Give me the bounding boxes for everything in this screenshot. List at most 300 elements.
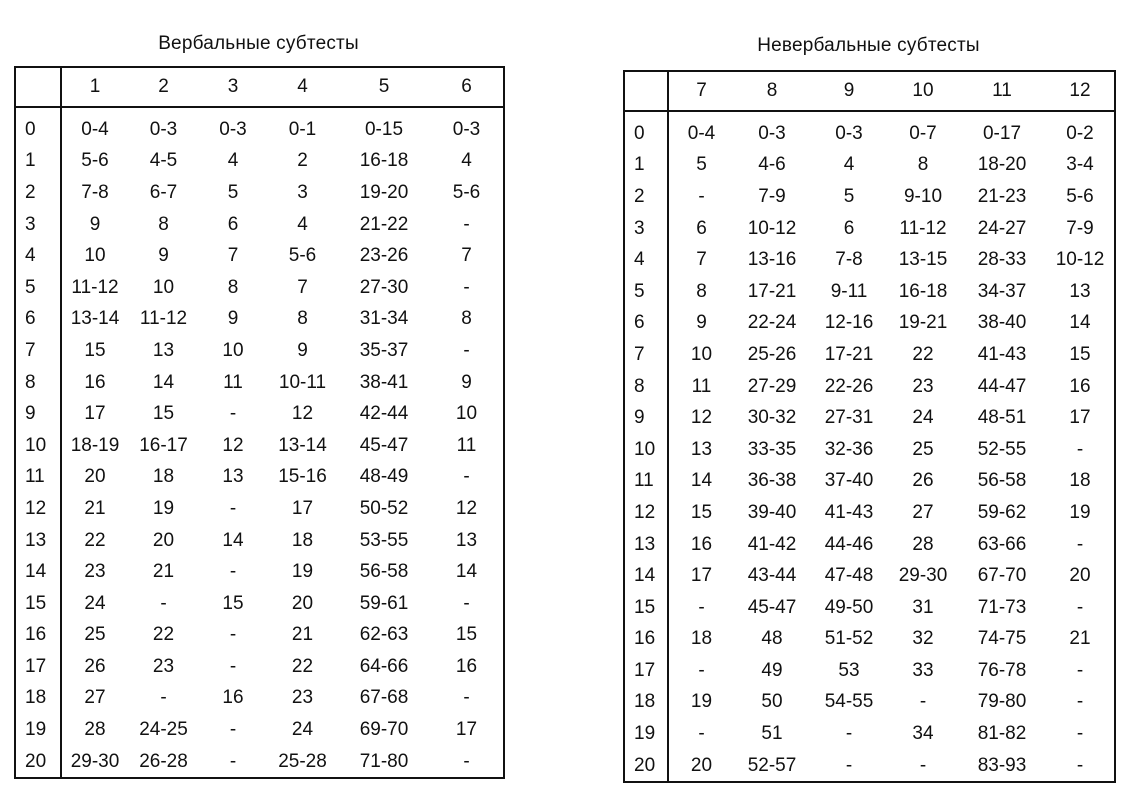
table-row (624, 624, 1115, 656)
table-cell: 7-9 (1066, 217, 1094, 239)
row-label: 4 (15, 240, 61, 272)
table-cell: 11-12 (899, 217, 947, 239)
table-cell: 38-41 (359, 371, 409, 393)
table-cell: 33 (912, 659, 934, 681)
table-cell: 25 (84, 624, 106, 646)
table-cell: - (1076, 533, 1084, 555)
table-cell: 10 (222, 339, 244, 361)
table-cell: - (463, 592, 470, 614)
table-row (624, 181, 1115, 213)
table-cell: - (1076, 596, 1084, 618)
table-cell: 12 (690, 407, 713, 429)
row-label: 17 (624, 655, 668, 687)
table-cell: 4 (227, 150, 239, 172)
row-label: 15 (15, 588, 61, 620)
row-label: 16 (624, 624, 668, 656)
row-label: 5 (624, 276, 668, 308)
row-label: 7 (15, 335, 61, 367)
table-cell: 7-9 (758, 185, 786, 207)
table-header-row (624, 71, 1115, 111)
table-cell: 79-80 (977, 691, 1027, 713)
table-cell: 34-37 (977, 280, 1027, 302)
table-cell: 7-8 (835, 249, 863, 271)
table-cell: 9-11 (830, 280, 868, 302)
table-cell: 0-1 (288, 118, 317, 140)
table-cell: 17 (291, 497, 314, 519)
table-cell: 52-55 (977, 438, 1027, 460)
table-cell: 14 (1069, 312, 1091, 334)
table-cell: 28 (912, 533, 934, 555)
table-cell: 13 (690, 438, 713, 460)
table-cell: 52-57 (747, 754, 797, 776)
table-cell: 67-70 (977, 565, 1027, 587)
table-cell: 0-3 (149, 118, 178, 140)
table-cell: 16 (1069, 375, 1091, 397)
row-label: 19 (15, 714, 61, 746)
row-label: 6 (624, 308, 668, 340)
table-row (624, 718, 1115, 750)
table-row (624, 339, 1115, 371)
verbal-subtests-table (14, 66, 505, 779)
table-cell: 7 (297, 276, 308, 298)
table-cell: 9 (461, 371, 472, 393)
table-cell: 20 (84, 466, 106, 488)
table-row (624, 308, 1115, 340)
row-label: 1 (624, 150, 668, 182)
table-row (15, 714, 504, 746)
table-cell: 41-42 (747, 533, 797, 555)
table-cell: 25-26 (747, 343, 797, 365)
table-cell: 7 (696, 249, 707, 271)
table-cell: 35-37 (359, 339, 409, 361)
row-label: 14 (624, 560, 668, 592)
table-cell: 3-4 (1066, 154, 1094, 176)
row-label: 3 (15, 209, 61, 241)
table-cell: - (698, 185, 705, 207)
table-cell: 16 (455, 655, 478, 677)
table-cell: 22 (912, 343, 934, 365)
table-row (15, 620, 504, 652)
nonverbal-subtests-table (623, 70, 1116, 783)
table-cell: - (229, 403, 237, 425)
table-cell: 32 (912, 628, 934, 650)
table-cell: 0-3 (452, 118, 481, 140)
table-cell: 19 (152, 497, 175, 519)
table-cell: 15 (455, 624, 478, 646)
column-header: 6 (430, 67, 504, 107)
table-cell: 59-61 (359, 592, 409, 614)
column-header: 12 (1046, 71, 1115, 111)
table-cell: 20 (690, 754, 713, 776)
table-cell: 44-46 (824, 533, 874, 555)
table-cell: 23 (84, 561, 106, 583)
table-row (15, 588, 504, 620)
row-label: 5 (15, 272, 61, 304)
row-label: 11 (624, 466, 668, 498)
table-row (624, 687, 1115, 719)
row-label: 8 (624, 371, 668, 403)
row-label: 20 (624, 750, 668, 783)
table-cell: 11-12 (71, 276, 119, 298)
table-cell: 0-7 (909, 122, 937, 144)
table-cell: 10-12 (747, 217, 797, 239)
column-header: 7 (668, 71, 734, 111)
table-cell: 26-28 (139, 750, 188, 772)
row-label: 18 (624, 687, 668, 719)
table-cell: 56-58 (977, 470, 1027, 492)
table-row (15, 398, 504, 430)
table-cell: 4-5 (149, 150, 178, 172)
table-cell: 5 (843, 185, 855, 207)
table-cell: - (698, 659, 705, 681)
table-cell: 53 (838, 659, 860, 681)
row-label: 7 (624, 339, 668, 371)
table-cell: 9-10 (903, 185, 943, 207)
table-cell: 17 (84, 403, 106, 425)
table-cell: 16 (690, 533, 713, 555)
table-cell: 0-4 (81, 118, 109, 140)
table-cell: 13-15 (898, 249, 948, 271)
table-cell: 12 (222, 434, 244, 456)
table-cell: 16 (84, 371, 106, 393)
table-cell: - (160, 592, 167, 614)
column-header: 2 (128, 67, 199, 107)
table-cell: 13-14 (70, 308, 120, 330)
table-cell: - (229, 561, 237, 583)
column-header: 4 (267, 67, 338, 107)
row-label: 4 (624, 244, 668, 276)
table-cell: 4 (461, 150, 472, 172)
table-cell: 71-73 (977, 596, 1027, 618)
table-cell: 25-28 (278, 750, 327, 772)
table-cell: 28 (84, 719, 106, 741)
table-cell: - (845, 723, 853, 745)
table-cell: 25 (912, 438, 934, 460)
table-cell: 21 (84, 497, 106, 519)
row-label: 13 (624, 529, 668, 561)
table-cell: 76-78 (977, 659, 1027, 681)
table-cell: 34 (912, 723, 934, 745)
table-cell: 27 (912, 501, 934, 523)
table-cell: 32-36 (824, 438, 874, 460)
column-header: 3 (199, 67, 267, 107)
table-cell: 0-2 (1066, 122, 1094, 144)
table-row (15, 651, 504, 683)
table-row (15, 272, 504, 304)
verbal-subtests-panel (14, 30, 503, 779)
table-cell: 18 (1069, 470, 1091, 492)
table-cell: - (463, 339, 470, 361)
table-cell: 0-3 (835, 122, 863, 144)
table-cell: 59-62 (977, 501, 1027, 523)
table-cell: 47-48 (824, 565, 874, 587)
table-row (15, 493, 504, 525)
row-label: 20 (15, 746, 61, 779)
table-cell: 33-35 (747, 438, 797, 460)
table-cell: 9 (696, 312, 707, 334)
table-cell: 16-17 (139, 434, 188, 456)
table-cell: 6 (696, 217, 707, 239)
table-row (15, 367, 504, 399)
table-cell: 22 (291, 655, 314, 677)
table-cell: 17-21 (747, 280, 797, 302)
table-cell: 6 (843, 217, 855, 239)
table-cell: 51-52 (824, 628, 874, 650)
table-cell: - (463, 213, 470, 235)
table-cell: - (1076, 723, 1084, 745)
table-cell: 45-47 (747, 596, 797, 618)
table-cell: 31-34 (359, 308, 409, 330)
table-row (15, 462, 504, 494)
table-row (624, 213, 1115, 245)
table-cell: 13-16 (747, 249, 797, 271)
table-row (624, 560, 1115, 592)
table-cell: 19-20 (359, 181, 409, 203)
column-header: 9 (810, 71, 888, 111)
table-row (15, 240, 504, 272)
table-cell: 12 (455, 497, 478, 519)
table-cell: 15 (690, 501, 713, 523)
table-cell: 23 (912, 375, 934, 397)
table-cell: 8 (696, 280, 707, 302)
table-cell: - (229, 497, 237, 519)
table-cell: - (1076, 691, 1084, 713)
table-cell: 8 (461, 308, 472, 330)
table-cell: 9 (158, 245, 169, 267)
row-label: 12 (15, 493, 61, 525)
table-cell: 0-3 (758, 122, 786, 144)
table-row (15, 335, 504, 367)
table-row (624, 111, 1115, 150)
table-cell: 11 (691, 375, 712, 397)
table-cell: 6-7 (149, 181, 178, 203)
row-label: 11 (15, 462, 61, 494)
table-cell: 10 (690, 343, 713, 365)
table-cell: 19 (690, 691, 713, 713)
corner-cell (624, 71, 668, 111)
table-cell: 9 (297, 339, 308, 361)
table-row (624, 402, 1115, 434)
table-cell: 11 (456, 434, 477, 456)
table-cell: 10-11 (278, 371, 327, 393)
table-cell: 11 (223, 371, 243, 393)
table-cell: 20 (1069, 565, 1091, 587)
corner-cell (15, 67, 61, 107)
table-cell: - (698, 596, 705, 618)
column-header: 8 (734, 71, 810, 111)
table-cell: 15 (222, 592, 244, 614)
table-cell: - (463, 750, 470, 772)
table-row (624, 497, 1115, 529)
table-cell: 23-26 (359, 245, 409, 267)
table-cell: 27-29 (747, 375, 797, 397)
row-label: 12 (624, 497, 668, 529)
table-cell: 6 (227, 213, 239, 235)
table-cell: 83-93 (977, 754, 1027, 776)
table-row (624, 466, 1115, 498)
table-cell: 20 (291, 592, 314, 614)
table-cell: 15-16 (278, 466, 327, 488)
table-cell: 4 (843, 154, 855, 176)
table-cell: - (229, 624, 237, 646)
table-row (624, 655, 1115, 687)
table-cell: 48-51 (977, 407, 1027, 429)
table-cell: 24 (84, 592, 106, 614)
table-cell: - (229, 655, 237, 677)
table-cell: 9 (89, 213, 101, 235)
table-cell: 8 (158, 213, 169, 235)
table-cell: 12 (291, 403, 314, 425)
table-cell: 23 (291, 687, 314, 709)
table-cell: 4-6 (758, 154, 786, 176)
row-label: 16 (15, 620, 61, 652)
table-cell: 30-32 (747, 407, 797, 429)
table-cell: 16-18 (898, 280, 948, 302)
table-cell: 81-82 (977, 723, 1027, 745)
table-cell: 14 (455, 561, 478, 583)
table-cell: 74-75 (977, 628, 1027, 650)
table-cell: - (229, 750, 237, 772)
column-header: 11 (958, 71, 1046, 111)
table-cell: 27-30 (359, 276, 409, 298)
table-cell: 29-30 (70, 750, 120, 772)
table-cell: - (463, 466, 470, 488)
table-cell: 56-58 (359, 561, 409, 583)
table-cell: 71-80 (359, 750, 409, 772)
table-cell: 51 (761, 723, 783, 745)
table-cell: 10-12 (1055, 249, 1105, 271)
table-cell: 19 (291, 561, 314, 583)
row-label: 2 (15, 177, 61, 209)
table-cell: 18-19 (70, 434, 120, 456)
row-label: 1 (15, 146, 61, 178)
table-cell: 41-43 (824, 501, 874, 523)
table-cell: 13-14 (278, 434, 327, 456)
row-label: 2 (624, 181, 668, 213)
table-cell: 15 (1069, 343, 1091, 365)
table-cell: - (1076, 754, 1084, 776)
table-cell: 0-15 (364, 118, 404, 140)
table-cell: 9 (227, 308, 239, 330)
table-cell: 7 (461, 245, 472, 267)
table-cell: - (463, 276, 470, 298)
table-cell: 22 (84, 529, 106, 551)
row-label: 0 (15, 107, 61, 146)
table-cell: 26 (84, 655, 106, 677)
table-cell: 14 (152, 371, 175, 393)
row-label: 9 (15, 398, 61, 430)
table-cell: 38-40 (977, 312, 1027, 334)
table-cell: 22 (152, 624, 175, 646)
table-cell: 12-16 (824, 312, 874, 334)
table-row (15, 746, 504, 779)
table-cell: 20 (152, 529, 175, 551)
table-cell: - (1076, 659, 1084, 681)
table-cell: 43-44 (747, 565, 797, 587)
table-cell: 21-22 (359, 213, 409, 235)
column-header: 10 (888, 71, 958, 111)
column-header: 5 (338, 67, 430, 107)
table-cell: 45-47 (359, 434, 409, 456)
table-cell: 13 (222, 466, 244, 488)
table-cell: 18 (291, 529, 314, 551)
table-cell: - (919, 691, 927, 713)
table-cell: 31 (912, 596, 934, 618)
table-cell: - (845, 754, 853, 776)
table-cell: 24-25 (139, 719, 188, 741)
table-row (15, 304, 504, 336)
row-label: 17 (15, 651, 61, 683)
table-cell: 21-23 (977, 185, 1027, 207)
table-cell: - (698, 723, 705, 745)
table-cell: 13 (455, 529, 478, 551)
table-cell: 53-55 (359, 529, 409, 551)
table-cell: 64-66 (359, 655, 409, 677)
table-cell: 7-8 (81, 181, 109, 203)
table-cell: 2 (297, 150, 308, 172)
table-cell: 5-6 (81, 150, 109, 172)
table-cell: 10 (84, 245, 106, 267)
table-header-row (15, 67, 504, 107)
table-cell: 27 (84, 687, 106, 709)
table-row (624, 434, 1115, 466)
table-cell: 15 (152, 403, 175, 425)
nonverbal-table-body (624, 111, 1115, 782)
table-cell: 0-17 (982, 122, 1022, 144)
table-cell: 17-21 (824, 343, 874, 365)
table-cell: 69-70 (359, 719, 409, 741)
table-cell: 50-52 (359, 497, 409, 519)
table-cell: 5 (696, 154, 707, 176)
row-label: 10 (624, 434, 668, 466)
table-cell: 28-33 (977, 249, 1027, 271)
table-cell: 13 (1069, 280, 1091, 302)
verbal-subtests-title: Вербальные субтесты (158, 33, 359, 54)
table-cell: 5-6 (288, 245, 317, 267)
table-cell: 16-18 (359, 150, 409, 172)
table-cell: 44-47 (977, 375, 1027, 397)
table-row (624, 529, 1115, 561)
table-cell: 48-49 (359, 466, 409, 488)
table-cell: - (463, 687, 470, 709)
row-label: 13 (15, 525, 61, 557)
table-cell: 17 (690, 565, 713, 587)
table-cell: - (160, 687, 167, 709)
table-cell: 3 (297, 181, 308, 203)
table-cell: 18 (152, 466, 175, 488)
row-label: 15 (624, 592, 668, 624)
table-cell: 62-63 (359, 624, 409, 646)
table-row (624, 244, 1115, 276)
table-cell: 17 (1069, 407, 1091, 429)
table-cell: 5-6 (452, 181, 481, 203)
table-cell: 10 (455, 403, 478, 425)
table-cell: 24-27 (977, 217, 1027, 239)
verbal-table-body (15, 107, 504, 778)
table-row (624, 371, 1115, 403)
table-row (15, 146, 504, 178)
table-cell: 36-38 (747, 470, 797, 492)
table-cell: 11-12 (139, 308, 188, 330)
table-cell: 19 (1069, 501, 1091, 523)
table-row (15, 177, 504, 209)
table-cell: 17 (455, 719, 478, 741)
table-cell: 24 (912, 407, 934, 429)
table-cell: 7 (227, 245, 239, 267)
table-row (15, 430, 504, 462)
table-cell: 22-26 (824, 375, 874, 397)
table-cell: 5-6 (1066, 185, 1094, 207)
